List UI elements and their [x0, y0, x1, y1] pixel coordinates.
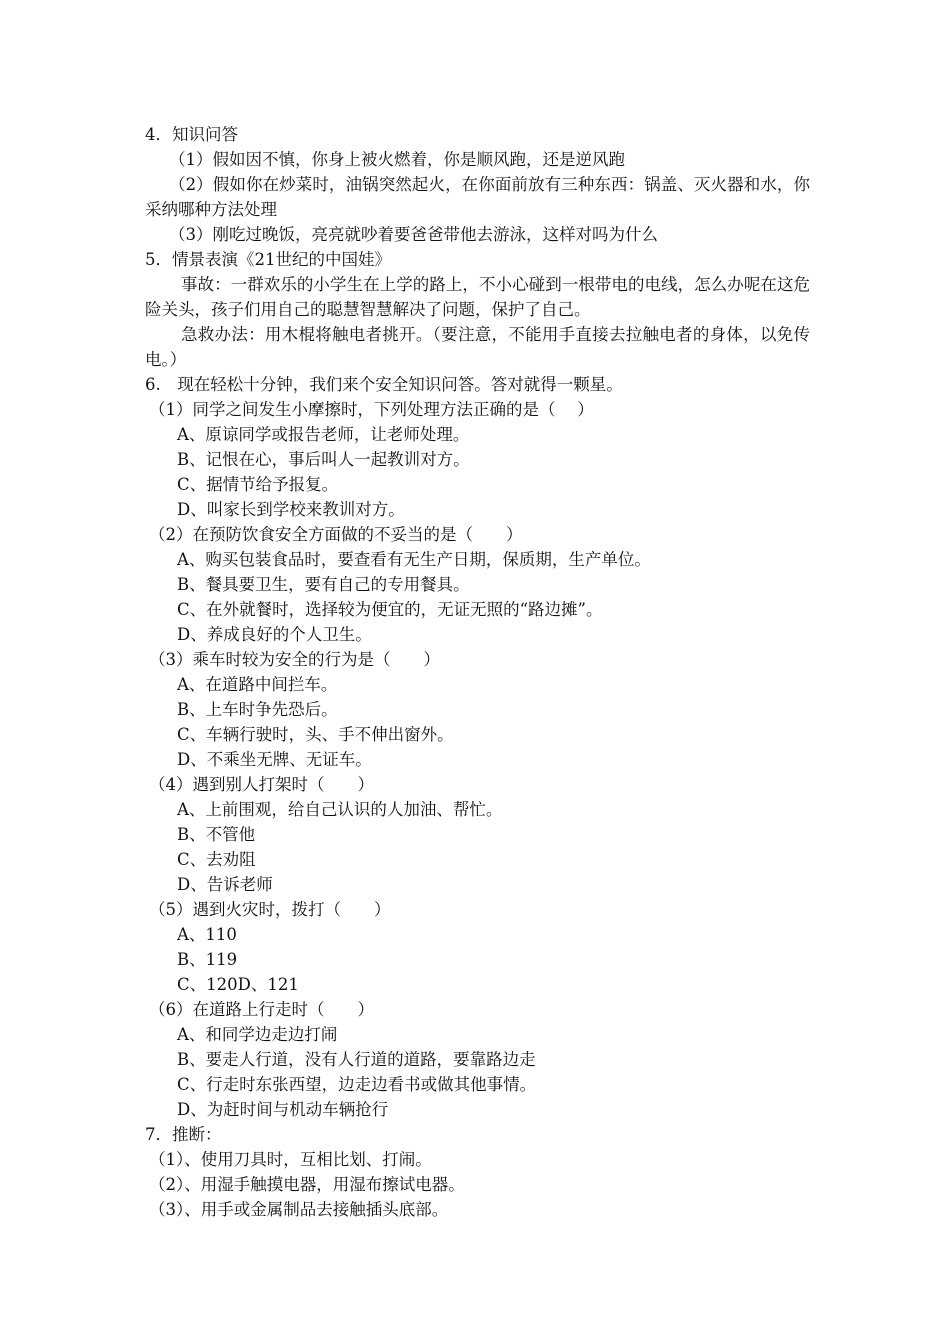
- quiz-2-option-b: B、餐具要卫生，要有自己的专用餐具。: [177, 575, 470, 594]
- quiz-2-option-a: A、购买包装食品时，要查看有无生产日期，保质期，生产单位。: [177, 550, 651, 569]
- quiz-2-option-c: C、在外就餐时，选择较为便宜的，无证无照的“路边摊”。: [177, 600, 603, 619]
- quiz-3-option-c: C、车辆行驶时，头、手不伸出窗外。: [177, 725, 454, 744]
- quiz-question-4: （4）遇到别人打架时（ ）: [149, 775, 374, 794]
- section-6-title: 6. 现在轻松十分钟，我们来个安全知识问答。答对就得一颗星。: [145, 375, 623, 394]
- section-5-first-aid: 急救办法：用木棍将触电者挑开。（要注意，不能用手直接去拉触电者的身体，以免传电。）: [145, 325, 810, 369]
- quiz-4-option-a: A、上前围观，给自己认识的人加油、帮忙。: [177, 800, 503, 819]
- quiz-question-5: （5）遇到火灾时，拨打（ ）: [149, 900, 391, 919]
- quiz-1-option-b: B、记恨在心，事后叫人一起教训对方。: [177, 450, 470, 469]
- quiz-5-option-b: B、119: [177, 950, 238, 969]
- section-5-story: 事故：一群欢乐的小学生在上学的路上，不小心碰到一根带电的电线，怎么办呢在这危险关头，孩子们用自己的聪慧智慧解决了问题，保护了自己。: [145, 275, 810, 319]
- quiz-1-option-d: D、叫家长到学校来教训对方。: [177, 500, 405, 519]
- quiz-4-option-b: B、不管他: [177, 825, 256, 844]
- quiz-6-option-a: A、和同学边走边打闹: [177, 1025, 338, 1044]
- section-7-title: 7．推断：: [145, 1125, 222, 1144]
- quiz-3-option-a: A、在道路中间拦车。: [177, 675, 338, 694]
- quiz-6-option-d: D、为赶时间与机动车辆抢行: [177, 1100, 389, 1119]
- quiz-2-option-d: D、养成良好的个人卫生。: [177, 625, 372, 644]
- quiz-5-option-a: A、110: [177, 925, 237, 944]
- section-4-question-3: （3）刚吃过晚饭，亮亮就吵着要爸爸带他去游泳，这样对吗为什么: [169, 225, 658, 244]
- section-4-question-2: （2）假如你在炒菜时，油锅突然起火，在你面前放有三种东西：锅盖、灭火器和水，你采纳哪种方法处理: [145, 175, 810, 219]
- quiz-question-2: （2）在预防饮食安全方面做的不妥当的是（ ）: [149, 525, 523, 544]
- quiz-1-option-a: A、原谅同学或报告老师，让老师处理。: [177, 425, 470, 444]
- quiz-question-3: （3）乘车时较为安全的行为是（ ）: [149, 650, 440, 669]
- document-body: [145, 122, 810, 1222]
- quiz-6-option-b: B、要走人行道，没有人行道的道路，要靠路边走: [177, 1050, 536, 1069]
- judgement-item-2: （2）、用湿手触摸电器，用湿布擦试电器。: [149, 1175, 465, 1194]
- quiz-3-option-d: D、不乘坐无牌、无证车。: [177, 750, 372, 769]
- quiz-4-option-c: C、去劝阻: [177, 850, 256, 869]
- section-5-title: 5．情景表演《21世纪的中国娃》: [145, 250, 391, 269]
- section-4-title: 4．知识问答: [145, 125, 238, 144]
- quiz-question-6: （6）在道路上行走时（ ）: [149, 1000, 374, 1019]
- quiz-5-option-c: C、120D、121: [177, 975, 299, 994]
- quiz-question-1: （1）同学之间发生小摩擦时，下列处理方法正确的是（ ）: [149, 400, 594, 419]
- quiz-4-option-d: D、告诉老师: [177, 875, 273, 894]
- section-4-question-1: （1）假如因不慎，你身上被火燃着，你是顺风跑，还是逆风跑: [169, 150, 625, 169]
- quiz-6-option-c: C、行走时东张西望，边走边看书或做其他事情。: [177, 1075, 537, 1094]
- quiz-3-option-b: B、上车时争先恐后。: [177, 700, 338, 719]
- quiz-1-option-c: C、据情节给予报复。: [177, 475, 339, 494]
- judgement-item-1: （1）、使用刀具时，互相比划、打闹。: [149, 1150, 432, 1169]
- judgement-item-3: （3）、用手或金属制品去接触插头底部。: [149, 1200, 449, 1219]
